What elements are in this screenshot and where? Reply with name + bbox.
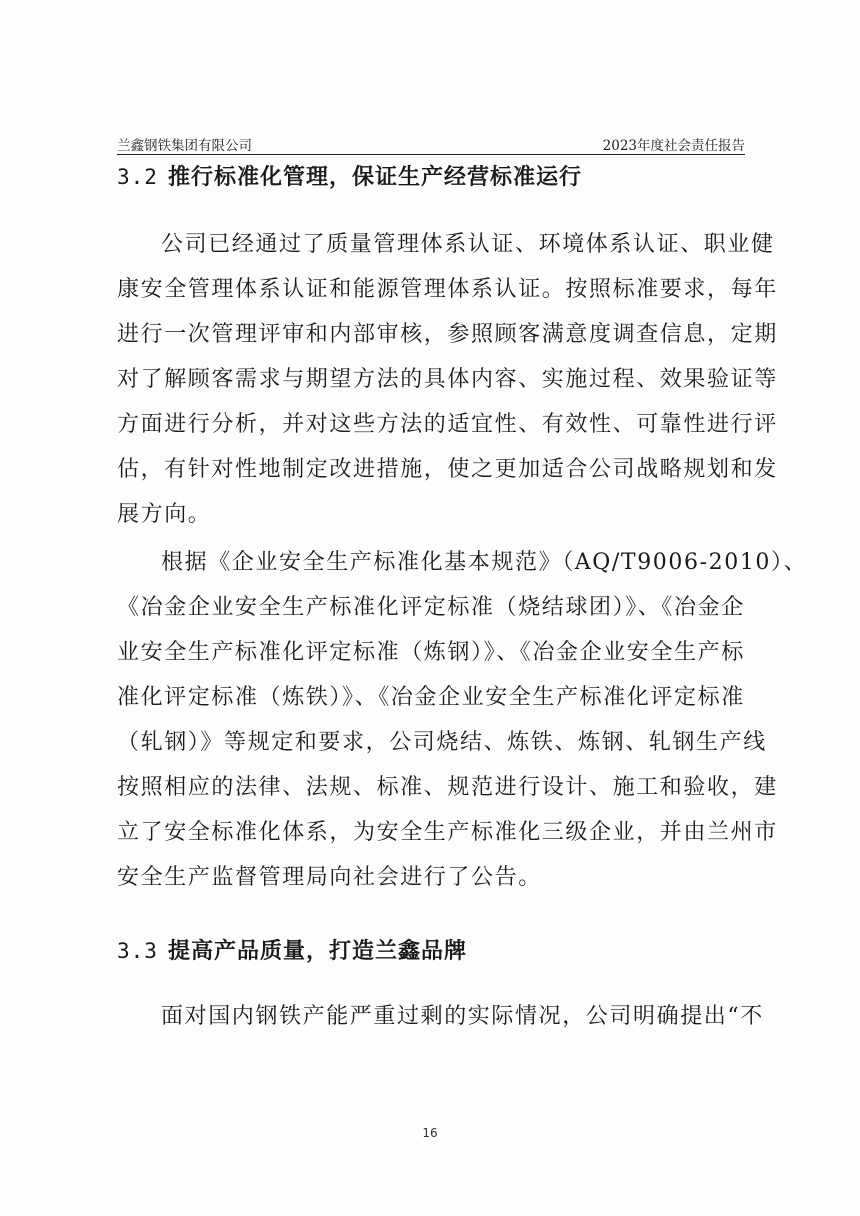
section-number: 3.3 bbox=[117, 939, 158, 963]
section-heading-3-3 bbox=[117, 934, 467, 965]
paragraph-line: 《冶金企业安全生产标准化评定标准（烧结球团）》、《冶金企 bbox=[117, 595, 745, 620]
paragraph-line: 准化评定标准（炼铁）》、《冶金企业安全生产标准化评定标准 bbox=[117, 685, 745, 710]
paragraph-line: 公司已经通过了质量管理体系认证、环境体系认证、职业健 bbox=[161, 232, 775, 257]
section-number: 3.2 bbox=[117, 165, 158, 189]
paragraph-line: （轧钢）》等规定和要求，公司烧结、炼铁、炼钢、轧钢生产线 bbox=[117, 730, 767, 755]
section-title-text: 推行标准化管理，保证生产经营标准运行 bbox=[167, 165, 582, 190]
paragraph-line: 业安全生产标准化评定标准（炼钢）》、《冶金企业安全生产标 bbox=[117, 640, 745, 665]
paragraph-line: 按照相应的法律、法规、标准、规范进行设计、施工和验收，建 bbox=[117, 775, 778, 800]
page-header bbox=[117, 132, 745, 155]
paragraph-line: 面对国内钢铁产能严重过剩的实际情况，公司明确提出“不 bbox=[161, 1004, 764, 1029]
paragraph-line: 康安全管理体系认证和能源管理体系认证。按照标准要求，每年 bbox=[117, 277, 778, 302]
paragraph-line: 对了解顾客需求与期望方法的具体内容、实施过程、效果验证等 bbox=[117, 367, 778, 392]
paragraph-line: 安全生产监督管理局向社会进行了公告。 bbox=[117, 865, 542, 890]
page-number: 16 bbox=[422, 1126, 438, 1140]
paragraph-line: 立了安全标准化体系，为安全生产标准化三级企业，并由兰州市 bbox=[117, 820, 778, 845]
header-company-name: 兰鑫钢铁集团有限公司 bbox=[117, 138, 252, 154]
paragraph-quality bbox=[117, 994, 764, 1039]
header-report-title: 2023年度社会责任报告 bbox=[602, 138, 745, 154]
paragraph-line: 估，有针对性地制定改进措施，使之更加适合公司战略规划和发 bbox=[117, 457, 778, 482]
section-title-text: 提高产品质量，打造兰鑫品牌 bbox=[167, 939, 467, 964]
paragraph-line: 展方向。 bbox=[117, 502, 212, 527]
paragraph-certification bbox=[117, 222, 778, 537]
paragraph-line: 方面进行分析，并对这些方法的适宜性、有效性、可靠性进行评 bbox=[117, 412, 778, 437]
paragraph-line: 根据《企业安全生产标准化基本规范》（AQ/T9006-2010）、 bbox=[161, 550, 808, 575]
section-heading-3-2 bbox=[117, 160, 582, 191]
paragraph-safety-standardization bbox=[117, 540, 808, 900]
paragraph-line: 进行一次管理评审和内部审核，参照顾客满意度调查信息，定期 bbox=[117, 322, 778, 347]
